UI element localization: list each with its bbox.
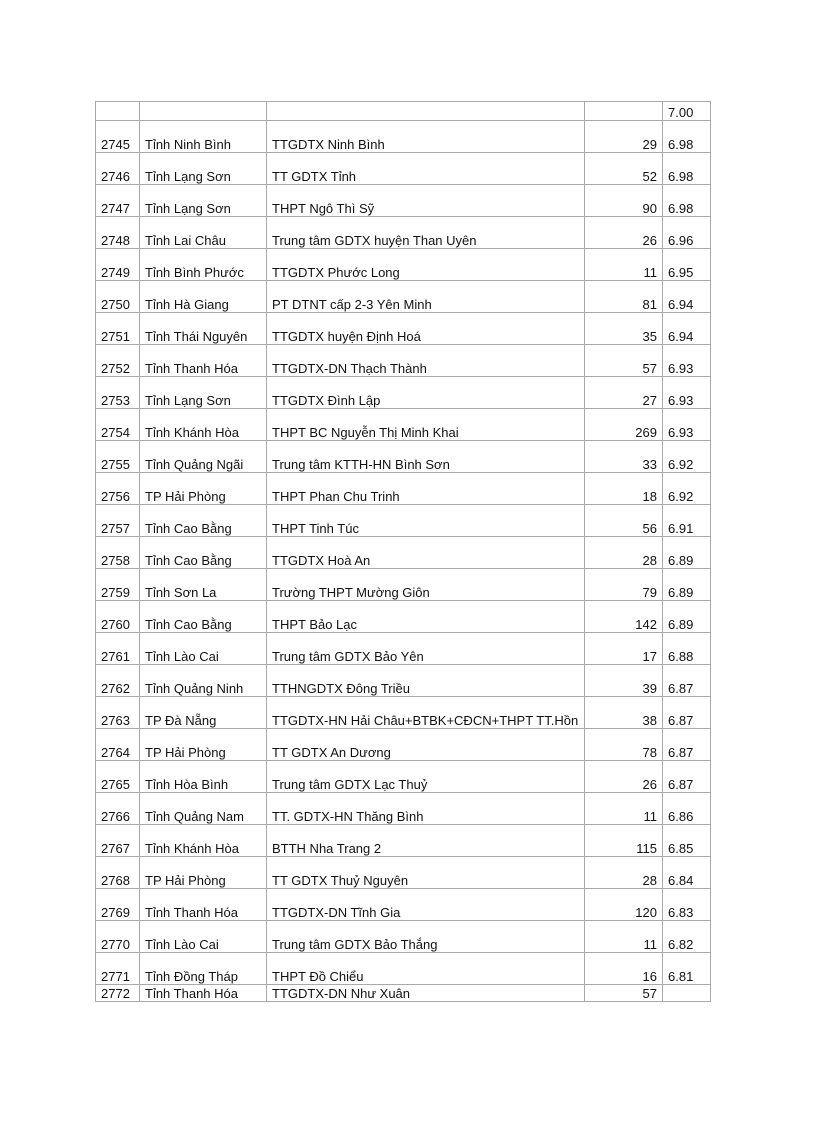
score-cell: 6.85: [663, 825, 711, 857]
province-cell: Tỉnh Hòa Bình: [140, 761, 267, 793]
score-cell: 6.94: [663, 313, 711, 345]
table-row: [96, 857, 711, 889]
score-cell: 6.87: [663, 665, 711, 697]
school-cell: TTGDTX-DN Như Xuân: [267, 985, 585, 1002]
table-row: [96, 249, 711, 281]
count-cell: 18: [585, 473, 663, 505]
count-cell: 28: [585, 857, 663, 889]
score-cell: 6.88: [663, 633, 711, 665]
row-number-cell: 2755: [96, 441, 140, 473]
table-row: [96, 729, 711, 761]
count-cell: 38: [585, 697, 663, 729]
province-cell: Tỉnh Cao Bằng: [140, 601, 267, 633]
row-number-cell: 2756: [96, 473, 140, 505]
score-cell: 6.98: [663, 185, 711, 217]
row-number-cell: 2753: [96, 377, 140, 409]
table-row: [96, 473, 711, 505]
score-cell: 6.92: [663, 473, 711, 505]
score-cell: 6.81: [663, 953, 711, 985]
school-cell: THPT Tinh Túc: [267, 505, 585, 537]
count-cell: 26: [585, 761, 663, 793]
score-cell: 6.87: [663, 729, 711, 761]
score-cell: 6.89: [663, 569, 711, 601]
school-cell: Trung tâm GDTX Bảo Thắng: [267, 921, 585, 953]
school-cell: TT GDTX Thuỷ Nguyên: [267, 857, 585, 889]
province-cell: Tỉnh Lạng Sơn: [140, 377, 267, 409]
score-cell: 6.82: [663, 921, 711, 953]
score-cell: 6.89: [663, 537, 711, 569]
table-row: [96, 345, 711, 377]
count-cell: 79: [585, 569, 663, 601]
score-cell: 6.94: [663, 281, 711, 313]
province-cell: Tỉnh Sơn La: [140, 569, 267, 601]
school-cell: [267, 102, 585, 121]
row-number-cell: 2761: [96, 633, 140, 665]
count-cell: 142: [585, 601, 663, 633]
count-cell: 39: [585, 665, 663, 697]
row-number-cell: 2749: [96, 249, 140, 281]
province-cell: Tỉnh Thái Nguyên: [140, 313, 267, 345]
school-cell: Trường THPT Mường Giôn: [267, 569, 585, 601]
row-number-cell: 2754: [96, 409, 140, 441]
table-row: [96, 217, 711, 249]
row-number-cell: 2762: [96, 665, 140, 697]
count-cell: 17: [585, 633, 663, 665]
count-cell: 26: [585, 217, 663, 249]
province-cell: Tỉnh Thanh Hóa: [140, 985, 267, 1002]
school-cell: BTTH Nha Trang 2: [267, 825, 585, 857]
count-cell: 269: [585, 409, 663, 441]
score-cell: 6.92: [663, 441, 711, 473]
count-cell: 33: [585, 441, 663, 473]
row-number-cell: [96, 102, 140, 121]
table-row: [96, 825, 711, 857]
count-cell: [585, 102, 663, 121]
score-cell: 6.95: [663, 249, 711, 281]
score-cell: 6.87: [663, 761, 711, 793]
count-cell: 29: [585, 121, 663, 153]
school-cell: Trung tâm GDTX huyện Than Uyên: [267, 217, 585, 249]
province-cell: Tỉnh Thanh Hóa: [140, 345, 267, 377]
province-cell: Tỉnh Lào Cai: [140, 633, 267, 665]
table-row: [96, 601, 711, 633]
school-cell: TTGDTX-DN Thạch Thành: [267, 345, 585, 377]
school-cell: TTGDTX-DN Tĩnh Gia: [267, 889, 585, 921]
school-cell: TTGDTX-HN Hải Châu+BTBK+CĐCN+THPT TT.Hồn: [267, 697, 585, 729]
province-cell: Tỉnh Quảng Nam: [140, 793, 267, 825]
school-cell: TT GDTX An Dương: [267, 729, 585, 761]
school-cell: Trung tâm GDTX Bảo Yên: [267, 633, 585, 665]
row-number-cell: 2767: [96, 825, 140, 857]
table-row: [96, 985, 711, 1002]
table-row: [96, 185, 711, 217]
row-number-cell: 2760: [96, 601, 140, 633]
province-cell: Tỉnh Hà Giang: [140, 281, 267, 313]
score-cell: [663, 985, 711, 1002]
province-cell: Tỉnh Lào Cai: [140, 921, 267, 953]
count-cell: 120: [585, 889, 663, 921]
score-cell: 6.87: [663, 697, 711, 729]
school-cell: PT DTNT cấp 2-3 Yên Minh: [267, 281, 585, 313]
province-cell: Tỉnh Lạng Sơn: [140, 153, 267, 185]
spreadsheet-table-container: [95, 101, 711, 1002]
table-row: [96, 569, 711, 601]
province-cell: TP Hải Phòng: [140, 729, 267, 761]
score-cell: 6.93: [663, 345, 711, 377]
province-cell: Tỉnh Ninh Bình: [140, 121, 267, 153]
table-row: [96, 281, 711, 313]
table-row: [96, 697, 711, 729]
school-cell: THPT BC Nguyễn Thị Minh Khai: [267, 409, 585, 441]
score-cell: 6.84: [663, 857, 711, 889]
table-row: [96, 633, 711, 665]
score-cell: 6.91: [663, 505, 711, 537]
table-row: [96, 313, 711, 345]
province-cell: [140, 102, 267, 121]
score-cell: 7.00: [663, 102, 711, 121]
count-cell: 11: [585, 921, 663, 953]
row-number-cell: 2769: [96, 889, 140, 921]
province-cell: TP Hải Phòng: [140, 857, 267, 889]
count-cell: 27: [585, 377, 663, 409]
table-row: [96, 153, 711, 185]
school-cell: THPT Phan Chu Trinh: [267, 473, 585, 505]
row-number-cell: 2752: [96, 345, 140, 377]
score-cell: 6.89: [663, 601, 711, 633]
row-number-cell: 2765: [96, 761, 140, 793]
table-row: [96, 793, 711, 825]
province-cell: Tỉnh Cao Bằng: [140, 537, 267, 569]
table-row: [96, 537, 711, 569]
row-number-cell: 2758: [96, 537, 140, 569]
province-cell: Tỉnh Đồng Tháp: [140, 953, 267, 985]
school-ranking-table: [95, 101, 711, 1002]
school-cell: THPT Bảo Lạc: [267, 601, 585, 633]
school-cell: TTGDTX Phước Long: [267, 249, 585, 281]
row-number-cell: 2750: [96, 281, 140, 313]
row-number-cell: 2746: [96, 153, 140, 185]
school-cell: TTGDTX Ninh Bình: [267, 121, 585, 153]
table-row: [96, 121, 711, 153]
province-cell: Tỉnh Cao Bằng: [140, 505, 267, 537]
school-cell: THPT Đồ Chiểu: [267, 953, 585, 985]
table-row: [96, 921, 711, 953]
row-number-cell: 2766: [96, 793, 140, 825]
score-cell: 6.93: [663, 409, 711, 441]
table-body: [96, 102, 711, 1002]
count-cell: 57: [585, 345, 663, 377]
count-cell: 35: [585, 313, 663, 345]
count-cell: 90: [585, 185, 663, 217]
school-cell: TTGDTX huyện Định Hoá: [267, 313, 585, 345]
school-cell: TTGDTX Hoà An: [267, 537, 585, 569]
row-number-cell: 2770: [96, 921, 140, 953]
row-number-cell: 2772: [96, 985, 140, 1002]
province-cell: Tỉnh Khánh Hòa: [140, 825, 267, 857]
count-cell: 28: [585, 537, 663, 569]
province-cell: Tỉnh Bình Phước: [140, 249, 267, 281]
province-cell: Tỉnh Quảng Ninh: [140, 665, 267, 697]
province-cell: Tỉnh Thanh Hóa: [140, 889, 267, 921]
row-number-cell: 2771: [96, 953, 140, 985]
count-cell: 81: [585, 281, 663, 313]
table-row: [96, 505, 711, 537]
province-cell: TP Đà Nẵng: [140, 697, 267, 729]
row-number-cell: 2748: [96, 217, 140, 249]
score-cell: 6.98: [663, 121, 711, 153]
province-cell: Tỉnh Lai Châu: [140, 217, 267, 249]
school-cell: Trung tâm KTTH-HN Bình Sơn: [267, 441, 585, 473]
score-cell: 6.98: [663, 153, 711, 185]
province-cell: Tỉnh Lạng Sơn: [140, 185, 267, 217]
score-cell: 6.93: [663, 377, 711, 409]
row-number-cell: 2757: [96, 505, 140, 537]
row-number-cell: 2751: [96, 313, 140, 345]
province-cell: TP Hải Phòng: [140, 473, 267, 505]
table-row: [96, 889, 711, 921]
row-number-cell: 2768: [96, 857, 140, 889]
table-row: [96, 665, 711, 697]
count-cell: 56: [585, 505, 663, 537]
score-cell: 6.96: [663, 217, 711, 249]
table-row: [96, 441, 711, 473]
count-cell: 78: [585, 729, 663, 761]
table-row: [96, 102, 711, 121]
count-cell: 52: [585, 153, 663, 185]
count-cell: 11: [585, 249, 663, 281]
row-number-cell: 2759: [96, 569, 140, 601]
table-row: [96, 377, 711, 409]
table-row: [96, 409, 711, 441]
count-cell: 115: [585, 825, 663, 857]
table-row: [96, 953, 711, 985]
school-cell: TTHNGDTX Đông Triều: [267, 665, 585, 697]
school-cell: Trung tâm GDTX Lạc Thuỷ: [267, 761, 585, 793]
school-cell: THPT Ngô Thì Sỹ: [267, 185, 585, 217]
count-cell: 16: [585, 953, 663, 985]
school-cell: TTGDTX Đình Lập: [267, 377, 585, 409]
row-number-cell: 2763: [96, 697, 140, 729]
province-cell: Tỉnh Quảng Ngãi: [140, 441, 267, 473]
score-cell: 6.83: [663, 889, 711, 921]
count-cell: 57: [585, 985, 663, 1002]
score-cell: 6.86: [663, 793, 711, 825]
table-row: [96, 761, 711, 793]
school-cell: TT GDTX Tỉnh: [267, 153, 585, 185]
count-cell: 11: [585, 793, 663, 825]
row-number-cell: 2747: [96, 185, 140, 217]
school-cell: TT. GDTX-HN Thăng Bình: [267, 793, 585, 825]
province-cell: Tỉnh Khánh Hòa: [140, 409, 267, 441]
row-number-cell: 2745: [96, 121, 140, 153]
row-number-cell: 2764: [96, 729, 140, 761]
